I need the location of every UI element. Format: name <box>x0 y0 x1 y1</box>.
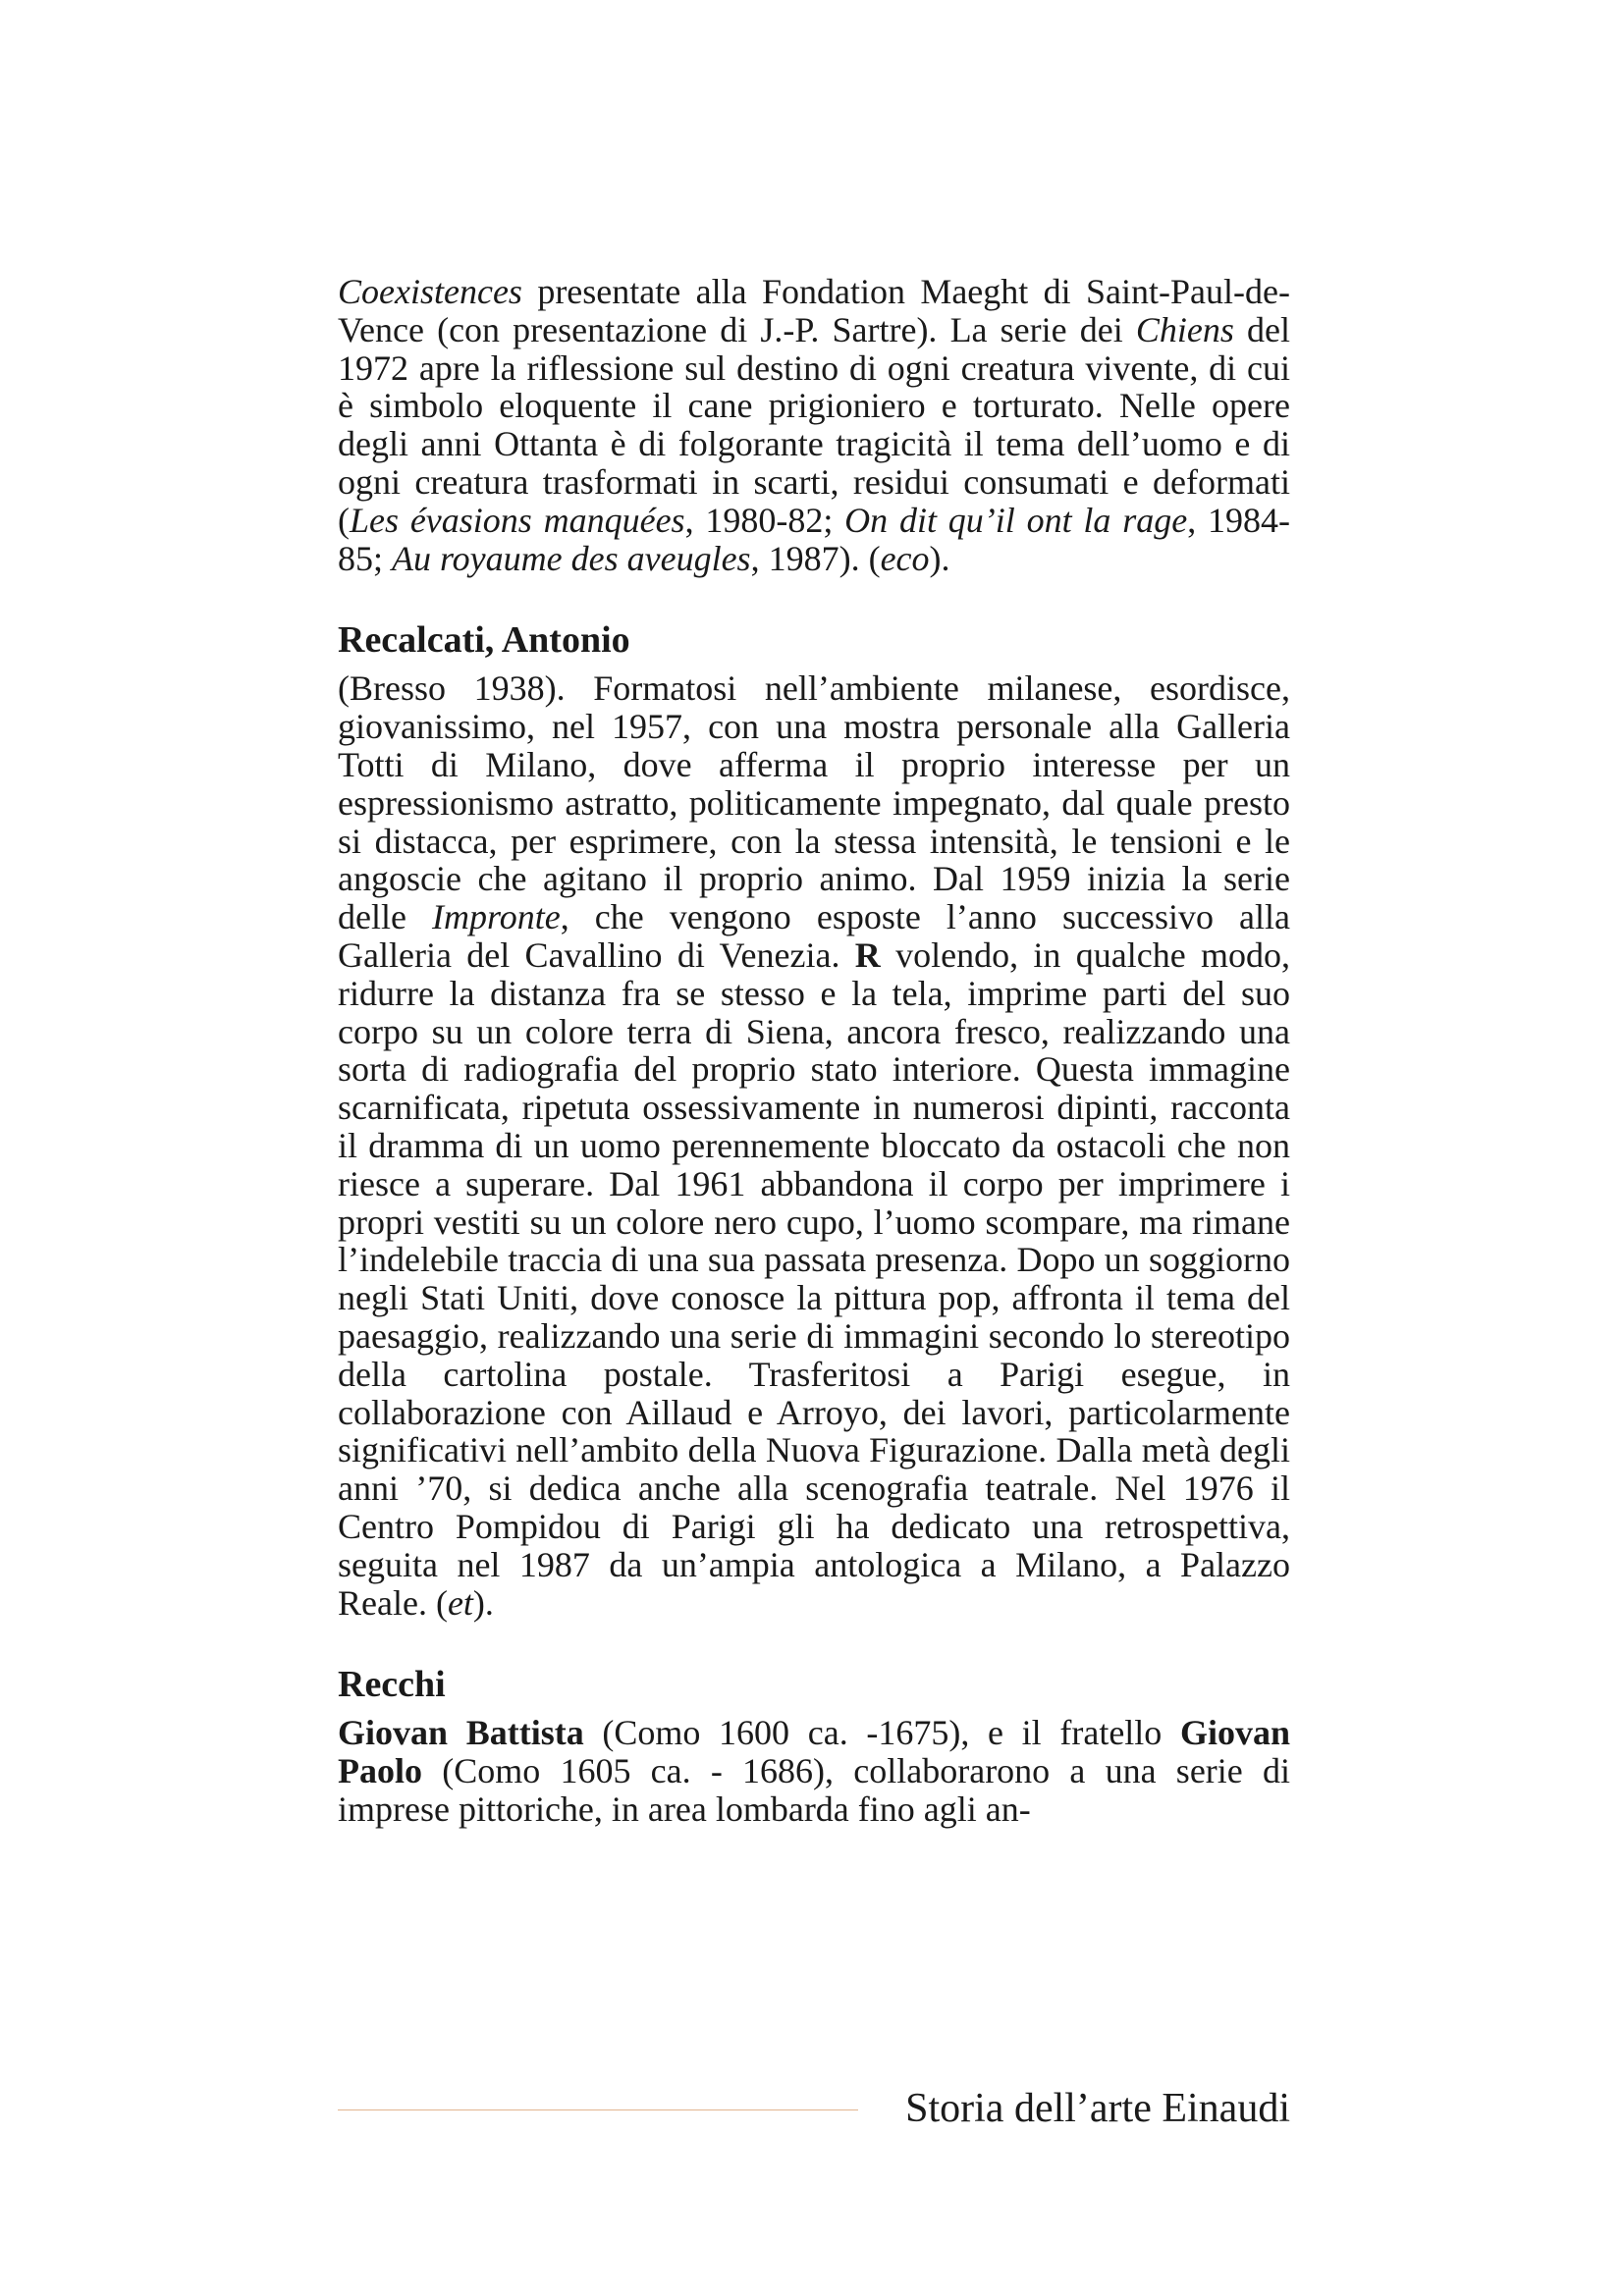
work-title: On dit qu’il ont la rage <box>844 500 1188 540</box>
entry-paragraph-recalcati <box>338 669 1290 1622</box>
text-run: volendo, in qualche modo, ridurre la distanza fra se stesso e la tela, imprime parti del suo corpo su un colore terra di Siena, ancora fresco, realizzando una sorta di radiografia del proprio stato interiore. Questa immagine scarnificata, ripetuta ossessivamente in numerosi dipinti, racconta il dramma di un uomo perennemente bloccato da ostacoli che non riesce a superare. Dal 1961 abbandona il corpo per imprimere i propri vestiti su un colore nero cupo, l’uomo scompare, ma rimane l’indelebile traccia di una sua passata presenza. Dopo un soggiorno negli Stati Uniti, dove conosce la pittura pop, affronta il tema del paesaggio, realizzando una serie di immagini secondo lo stereotipo della cartolina postale. Trasferitosi a Parigi esegue, in collaborazione con Aillaud e Arroyo, dei lavori, particolarmente significativi nell’ambito della Nuova Figurazione. Dalla metà degli anni ’70, si dedica anche alla scenografia teatrale. Nel 1976 il Centro Pompidou di Parigi gli ha dedicato una retrospettiva, seguita nel 1987 da un’ampia antologica a Milano, a Palazzo Reale. ( <box>338 934 1290 1623</box>
entry-heading-recalcati: Recalcati, Antonio <box>338 619 630 662</box>
text-run: (Como 1600 ca. -1675), e il fratello <box>583 1713 1180 1753</box>
text-run: , 1980-82; <box>684 500 845 540</box>
text-run: , 1984-85; <box>338 500 1290 578</box>
text-run: presentate alla Fondation Maeght di Saint-Paul-de-Vence (con presentazione di J.-P. Sartre). La serie dei <box>338 272 1290 349</box>
footer-title: Storia dell’arte Einaudi <box>905 2086 1290 2131</box>
work-title: Chiens <box>1135 309 1234 349</box>
entry-paragraph-recchi <box>338 1714 1290 1828</box>
work-title: Coexistences <box>338 272 522 311</box>
text-run: , 1987). ( <box>750 538 881 578</box>
page-footer <box>338 2079 1290 2138</box>
entry-initial: R <box>854 934 881 975</box>
artist-name: Giovan Paolo <box>338 1713 1291 1791</box>
artist-name: Giovan Battista <box>338 1713 584 1753</box>
work-title: Impronte <box>432 897 561 937</box>
text-run: ). <box>929 538 950 578</box>
text-run: ). <box>472 1582 494 1623</box>
author-initials: et <box>447 1582 473 1623</box>
text-run: (Bresso 1938). Formatosi nell’ambiente milanese, esordisce, giovanissimo, nel 1957, con una mostra personale alla Galleria Totti di Milano, dove afferma il proprio interesse per un espressionismo astratto, politicamente impegnato, dal quale presto si distacca, per esprimere, con la stessa intensità, le tensioni e le angoscie che agitano il proprio animo. Dal 1959 inizia la serie delle <box>338 668 1290 937</box>
author-initials: eco <box>880 538 930 578</box>
text-run: del 1972 apre la riflessione sul destino di ogni creatura vivente, di cui è simbolo eloquente il cane prigioniero e torturato. Nelle opere degli anni Ottanta è di folgorante tragicità il tema dell’uomo e di ogni creatura trasformati in scarti, residui consumati e deformati ( <box>338 309 1291 540</box>
entry-heading-recchi: Recchi <box>338 1664 446 1706</box>
work-title: Au royaume des aveugles <box>392 538 751 578</box>
page-body <box>338 273 1290 1829</box>
work-title: Les évasions manquées <box>350 500 685 540</box>
text-run: , che vengono esposte l’anno successivo alla Galleria del Cavallino di Venezia. <box>338 897 1290 975</box>
footer-rule <box>338 2109 858 2110</box>
text-run: (Como 1605 ca. - 1686), collaborarono a una serie di imprese pittoriche, in area lombarda fino agli an- <box>338 1751 1290 1829</box>
intro-paragraph <box>338 273 1290 577</box>
